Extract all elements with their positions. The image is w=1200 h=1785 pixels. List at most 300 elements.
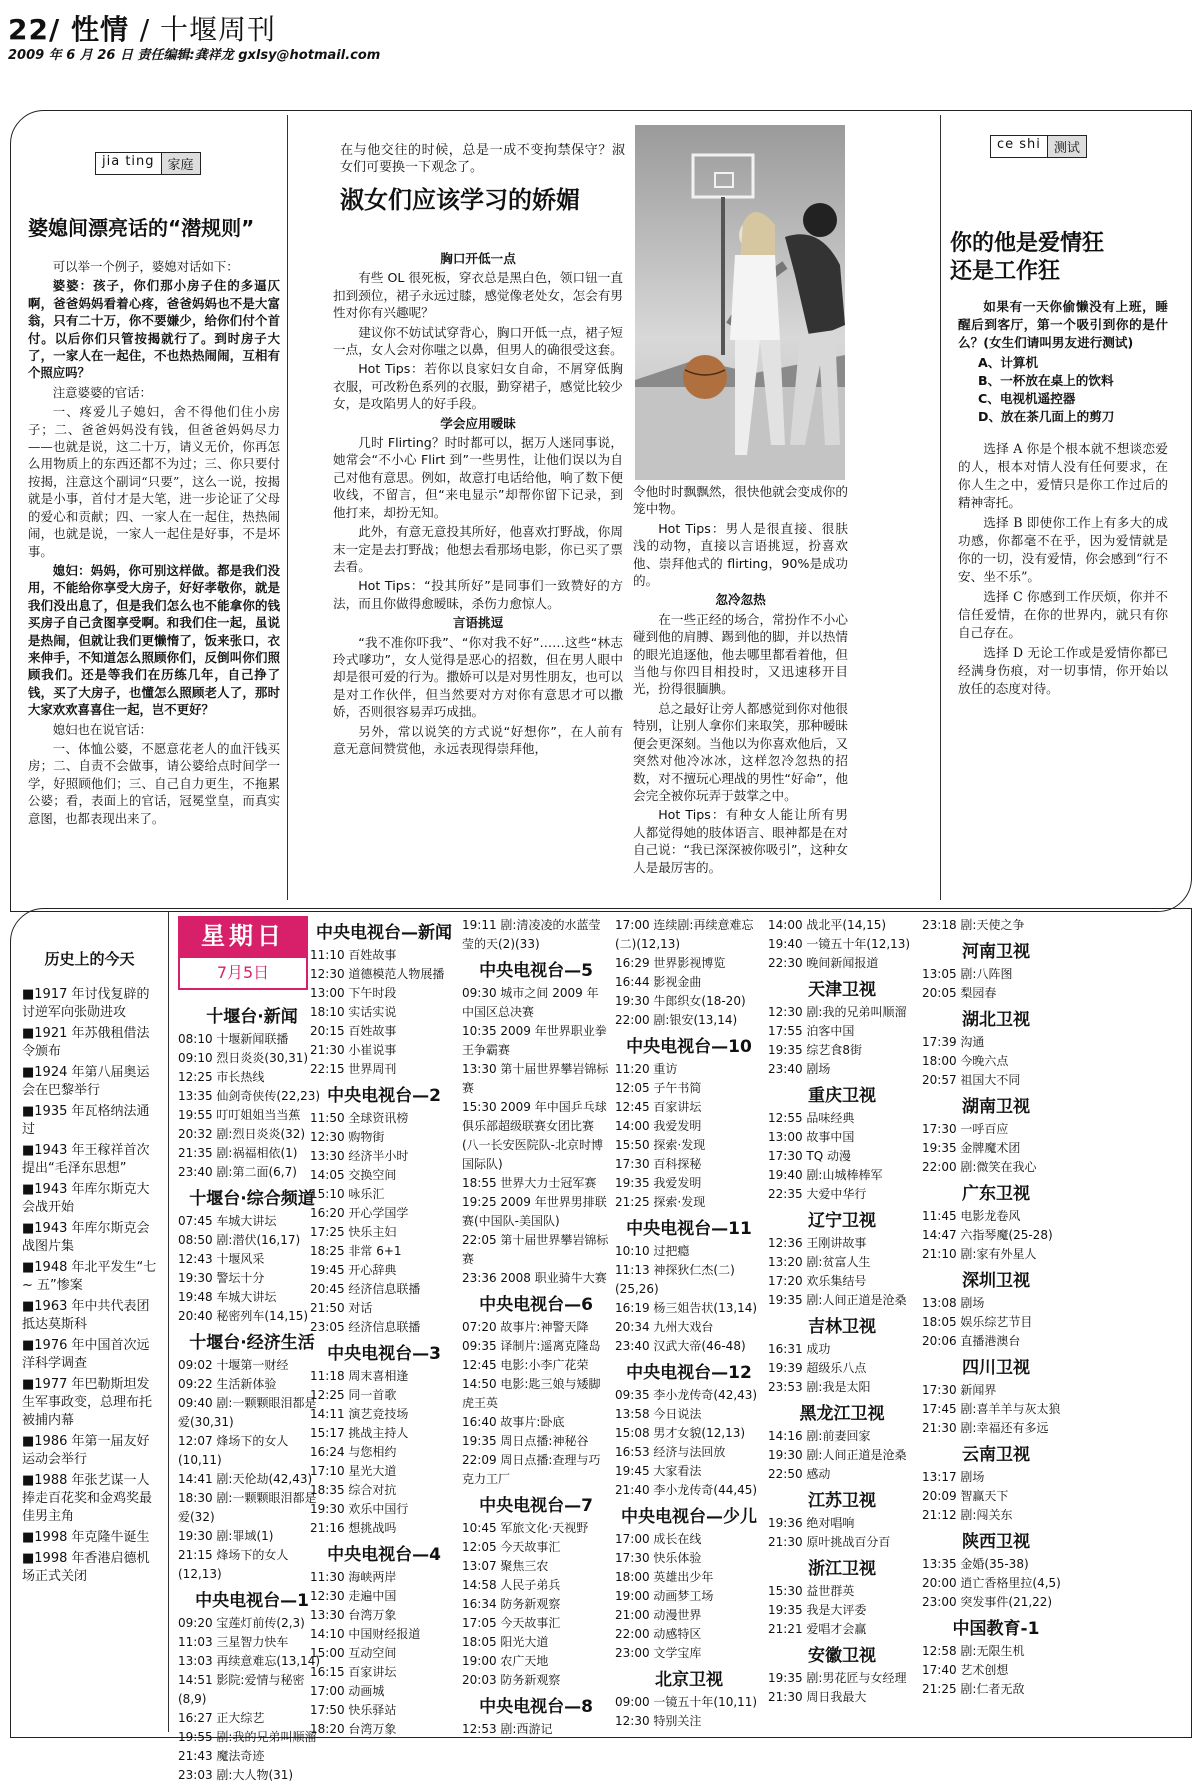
article-paragraph: 媳妇也在说官话：	[52, 721, 152, 737]
program-listing: 21:21 爱唱才会赢	[768, 1622, 867, 1636]
history-item: ■1943 年王稼祥首次提出“毛泽东思想”	[22, 1143, 150, 1176]
program-listing: 22:05 第十届世界攀岩锦标赛	[462, 1233, 609, 1266]
quiz-answer: 选择 B 即使你工作上有多大的成功感，你都毫不在乎，因为爱情就是你的一切，没有爱情，你会感到“行不安、坐不乐”。	[958, 515, 1168, 584]
program-listing: 22:00 剧:微笑在我心	[922, 1160, 1037, 1174]
program-listing: 12:36 王刚讲故事	[768, 1236, 867, 1250]
channel-name: 黑龙江卫视	[799, 1404, 885, 1424]
program-listing: 21:30 周日我最大	[768, 1690, 867, 1704]
program-listing: 16:53 经济与法回放	[615, 1445, 726, 1459]
program-listing: 09:00 一镜五十年(10,11)	[615, 1695, 758, 1709]
section-subheading: 忽冷忽热	[715, 592, 766, 608]
program-listing: 11:45 电影龙卷风	[922, 1209, 1021, 1223]
program-listing: 13:00 故事中国	[768, 1130, 855, 1144]
tag-chinese: 测试	[1047, 135, 1087, 158]
program-listing: 21:25 剧:仁者无敌	[922, 1682, 1025, 1696]
program-listing: 19:55 剧:我的兄弟叫顺溜	[178, 1730, 317, 1744]
program-listing: 17:40 艺术创想	[922, 1663, 1009, 1677]
article-intro: 在与他交往的时候，总是一成不变拘禁保守？淑女们可要换一下观念了。	[340, 143, 625, 175]
channel-name: 十堰台·新闻	[206, 1007, 298, 1027]
program-listing: 18:30 剧:一颗颗眼泪都是爱(32)	[178, 1491, 317, 1524]
program-listing: 19:45 开心辞典	[310, 1263, 397, 1277]
program-listing: 19:30 欢乐中国行	[310, 1502, 409, 1516]
history-item: ■1924 年第八届奥运会在巴黎举行	[22, 1065, 150, 1098]
program-listing: 16:29 世界影视博览	[615, 956, 726, 970]
quiz-answers	[958, 440, 1168, 698]
program-listing: 21:25 探索·发现	[615, 1195, 706, 1209]
channel-name: 中央电视台—11	[626, 1219, 752, 1239]
program-listing: 19:35 我爱发明	[615, 1176, 702, 1190]
program-listing: 16:34 防务新观察	[462, 1597, 561, 1611]
article-paragraph: Hot Tips：“投其所好”是同事们一致赞好的方法，而且你做得愈暧昧，杀伤力愈惊人。	[333, 578, 623, 611]
quiz-answer: 选择 A 你是个根本就不想谈恋爱的人，根本对情人没有任何要求，在你人生之中，爱情只是你工作过后的精神寄托。	[958, 441, 1168, 510]
program-listing: 17:10 星光大道	[310, 1464, 397, 1478]
program-listing: 21:00 动漫世界	[615, 1608, 702, 1622]
program-listing: 12:30 道德模范人物展播	[310, 967, 445, 981]
program-listing: 11:30 海峡两岸	[310, 1570, 397, 1584]
channel-name: 中央电视台—4	[327, 1545, 441, 1565]
photo-illustration	[635, 125, 845, 480]
program-listing: 20:03 防务新观察	[462, 1673, 561, 1687]
program-listing: 13:30 第十届世界攀岩锦标赛	[462, 1062, 609, 1095]
program-listing: 19:00 动画梦工场	[615, 1589, 714, 1603]
program-listing: 19:40 一镜五十年(12,13)	[768, 937, 911, 951]
program-listing: 15:10 咏乐汇	[310, 1187, 385, 1201]
program-listing: 13:30 台湾万象	[310, 1608, 397, 1622]
channel-name: 广东卫视	[962, 1184, 1030, 1204]
program-listing: 20:00 逍亡香格里拉(4,5)	[922, 1576, 1061, 1590]
history-item: ■1976 年中国首次远洋科学调查	[22, 1338, 150, 1371]
paper-name: / 十堰周刊	[139, 13, 277, 46]
channel-name: 中央电视台—2	[327, 1086, 441, 1106]
program-listing: 08:10 十堰新闻联播	[178, 1032, 289, 1046]
history-title: 历史上的今天	[44, 950, 135, 968]
program-listing: 13:35 金婚(35-38)	[922, 1557, 1029, 1571]
program-listing: 22:00 剧:银安(13,14)	[615, 1013, 738, 1027]
channel-name: 十堰台·综合频道	[189, 1189, 315, 1209]
article-paragraph: 婆婆：孩子，你们那小房子住的多逼仄啊，爸爸妈妈看着心疼，爸爸妈妈也不是大富翁，只有二十万，你不要嫌少，给你们付个首付。以后你们只管按揭就行了。到时房子大了，一家人在一起住，不也热热闹闹，互相有个照应吗？	[28, 278, 280, 381]
article-paragraph: Hot Tips：男人是很直接、很肤浅的动物，直接以言语挑逗，扮喜欢他、崇拜他式的 flirting，90%是成功的。	[633, 520, 848, 589]
program-listing: 22:50 感动	[768, 1467, 831, 1481]
program-listing: 17:00 连续剧:再续意难忘(二)(12,13)	[615, 918, 754, 951]
program-listing: 19:30 剧:罪域(1)	[178, 1529, 274, 1543]
program-listing: 23:03 剧:大人物(31)	[178, 1768, 294, 1782]
channel-name: 四川卫视	[962, 1358, 1030, 1378]
program-listing: 09:35 李小龙传奇(42,43)	[615, 1388, 758, 1402]
program-listing: 14:51 影院:爱情与秘密(8,9)	[178, 1673, 305, 1706]
article-paragraph: 总之最好让旁人都感觉到你对他很特别，让别人拿你们来取笑，那种暧昧便会更深刻。当他以为你喜欢他后，又突然对他冷冰冰，这样忽冷忽热的招数，对不擅玩心理战的男性“好命”，他会完全被你玩弄于鼓掌之中。	[633, 700, 848, 803]
program-listing: 10:35 2009 年世界职业拳王争霸赛	[462, 1024, 607, 1057]
program-listing: 14:50 电影:匙三娘与矮脚虎王英	[462, 1377, 601, 1410]
program-listing: 19:35 我是大评委	[768, 1603, 867, 1617]
article-paragraph: 注意婆婆的官话：	[52, 384, 152, 400]
program-listing: 20:34 九州大戏台	[615, 1320, 714, 1334]
program-listing: 21:10 剧:家有外星人	[922, 1247, 1037, 1261]
tv-column	[310, 916, 458, 1739]
program-listing: 18:10 实话实说	[310, 1005, 397, 1019]
program-listing: 20:45 经济信息联播	[310, 1282, 421, 1296]
quiz-option: B、一杯放在桌上的饮料	[978, 373, 1114, 388]
program-listing: 12:05 子午书简	[615, 1081, 702, 1095]
program-listing: 17:30 百科探秘	[615, 1157, 702, 1171]
program-listing: 17:39 沟通	[922, 1035, 985, 1049]
program-listing: 13:07 聚焦三农	[462, 1559, 549, 1573]
program-listing: 20:09 智赢天下	[922, 1489, 1009, 1503]
channel-name: 中国教育-1	[952, 1619, 1040, 1639]
program-listing: 18:20 台湾万象	[310, 1722, 397, 1736]
article-paragraph: 几时 Flirting？时时都可以，据万人迷同事说，她常会“不小心 Flirt 到”一些男性，让他们误以为自己对他有意思。例如，故意打电话给他，响了数下便收线，不留言，但“来电显示”却帮你留下记录，到他打来，却扮无知。	[333, 435, 623, 520]
program-listing: 13:17 剧场	[922, 1470, 985, 1484]
article-paragraph: 可以举一个例子，婆媳对话如下：	[52, 259, 239, 274]
program-listing: 21:30 剧:幸福还有多远	[922, 1421, 1049, 1435]
program-listing: 20:05 梨园春	[922, 986, 997, 1000]
channel-name: 陕西卫视	[962, 1532, 1030, 1552]
program-listing: 12:30 购物街	[310, 1130, 385, 1144]
history-item: ■1943 年库尔斯克大会战开始	[22, 1182, 150, 1215]
program-listing: 23:40 剧:第二面(6,7)	[178, 1165, 297, 1179]
section-subheading: 学会应用暧昧	[440, 415, 516, 431]
tv-weekday: 星期日	[178, 916, 308, 956]
history-item: ■1943 年库尔斯克会战图片集	[22, 1221, 150, 1254]
quiz-body	[958, 298, 1168, 700]
section-subheading: 言语挑逗	[452, 615, 504, 631]
tag-pinyin: ce shi	[990, 135, 1047, 158]
quiz-option: C、电视机遥控器	[978, 391, 1076, 406]
tv-day-box	[178, 916, 308, 996]
quiz-options	[958, 354, 1168, 426]
program-listing: 13:03 再续意难忘(13,14)	[178, 1654, 321, 1668]
program-listing: 14:00 我爱发明	[615, 1119, 702, 1133]
article-paragraph: 建议你不妨试试穿背心，胸口开低一点，裙子短一点，女人会对你嗤之以鼻，但男人的确很受这套。	[333, 324, 623, 358]
section-name: 性情	[70, 13, 129, 46]
channel-name: 辽宁卫视	[808, 1211, 876, 1231]
history-item: ■1998 年克隆牛诞生	[22, 1530, 150, 1545]
channel-name: 湖北卫视	[962, 1010, 1030, 1030]
program-listing: 20:57 祖国大不同	[922, 1073, 1021, 1087]
program-listing: 07:20 故事片:神警天降	[462, 1320, 589, 1334]
channel-name: 云南卫视	[962, 1445, 1030, 1465]
program-listing: 17:30 快乐体验	[615, 1551, 702, 1565]
middle-article-headline: 淑女们应该学习的娇媚	[340, 186, 580, 214]
program-listing: 18:05 阳光大道	[462, 1635, 549, 1649]
tv-date: 7月5日	[178, 956, 308, 990]
tag-pinyin: jia ting	[95, 152, 161, 175]
program-listing: 13:58 今日说法	[615, 1407, 702, 1421]
program-listing: 12:53 剧:西游记	[462, 1722, 553, 1736]
quiz-headline	[950, 230, 1170, 286]
program-listing: 12:43 十堰风采	[178, 1252, 265, 1266]
program-listing: 15:50 探索·发现	[615, 1138, 706, 1152]
article-paragraph: Hot Tips：若你以良家妇女自命，不屑穿低胸衣服，可改粉色系列的衣服，勤穿裙子，感觉比较少女，是攻陷男人的好手段。	[333, 361, 623, 412]
program-listing: 14:41 剧:天伦劫(42,43)	[178, 1472, 313, 1486]
article-paragraph: 媳妇：妈妈，你可别这样做。都是我们没用，不能给你享受大房子，好好孝敬你，就是我们没出息了，但是我们怎么也不能拿你的钱买房子自己贪图享受啊。和我们住一起，虽说是热闹，但就让我们更懒惰了，饭来张口，衣来伸手，不知道怎么照顾你们，反倒叫你们照顾我们。还是等我们在历练几年，自己挣了钱，买了大房子，也懂怎么照顾老人了，那时大家欢欢喜喜住一起，岂不更好？	[28, 562, 280, 718]
program-listing: 16:20 开心学国学	[310, 1206, 409, 1220]
history-item: ■1948 年北平发生“七 ~ 五”惨案	[22, 1260, 157, 1293]
program-listing: 15:30 益世群英	[768, 1584, 855, 1598]
channel-name: 中央电视台—10	[626, 1037, 752, 1057]
program-listing: 09:40 剧:一颗颗眼泪都是爱(30,31)	[178, 1396, 317, 1429]
program-listing: 11:18 周末喜相逢	[310, 1369, 409, 1383]
program-listing: 19:36 绝对唱响	[768, 1516, 855, 1530]
article-paragraph: 令他时时飘飘然，很快他就会变成你的笼中物。	[633, 484, 848, 517]
program-listing: 16:19 杨三姐告状(13,14)	[615, 1301, 758, 1315]
program-listing: 22:15 世界周刊	[310, 1062, 397, 1076]
program-listing: 15:08 男才女貌(12,13)	[615, 1426, 746, 1440]
program-listing: 21:12 剧:闯关东	[922, 1508, 1013, 1522]
program-listing: 14:05 交换空间	[310, 1168, 397, 1182]
channel-name: 中央电视台—8	[479, 1697, 593, 1717]
column-divider	[940, 115, 941, 900]
program-listing: 09:10 烈日炎炎(30,31)	[178, 1051, 309, 1065]
section-tag-family	[95, 152, 201, 175]
program-listing: 12:30 剧:我的兄弟叫顺溜	[768, 1005, 907, 1019]
history-item: ■1988 年张艺谋一人捧走百花奖和金鸡奖最佳男主角	[22, 1473, 153, 1524]
program-listing: 11:13 神探狄仁杰(二)(25,26)	[615, 1263, 735, 1296]
program-listing: 10:45 军旅文化·天视野	[462, 1521, 589, 1535]
channel-name: 中央电视台—6	[479, 1295, 593, 1315]
program-listing: 13:08 剧场	[922, 1296, 985, 1310]
program-listing: 19:30 牛郎织女(18-20)	[615, 994, 746, 1008]
program-listing: 14:11 演艺竞技场	[310, 1407, 409, 1421]
program-listing: 23:40 汉武大帝(46-48)	[615, 1339, 746, 1353]
program-listing: 18:25 非常 6+1	[310, 1244, 402, 1258]
program-listing: 23:36 2008 职业骑牛大赛	[462, 1271, 607, 1285]
program-listing: 12:55 品味经典	[768, 1111, 855, 1125]
history-today	[22, 950, 157, 1589]
program-listing: 11:50 全球资讯榜	[310, 1111, 409, 1125]
history-item: ■1977 年巴勒斯坦发生军事政变，总理布托被捕内幕	[22, 1377, 153, 1428]
program-listing: 08:50 剧:潜伏(16,17)	[178, 1233, 301, 1247]
program-listing: 13:00 下午时段	[310, 986, 397, 1000]
channel-name: 天津卫视	[808, 980, 876, 1000]
article-paragraph: 一、体恤公婆，不愿意花老人的血汗钱买房；二、自责不会做事，请公婆给点时间学一学，好照顾他们；三、自己自力更生，不拖累公婆；看，表面上的官话，冠冕堂皇，而真实意图，也都表现出来了。	[28, 740, 280, 826]
history-item: ■1921 年苏俄租借法令颁布	[22, 1026, 150, 1059]
program-listing: 17:00 成长在线	[615, 1532, 702, 1546]
program-listing: 19:45 大家看法	[615, 1464, 702, 1478]
program-listing: 15:17 挑战主持人	[310, 1426, 409, 1440]
program-listing: 18:00 英雄出少年	[615, 1570, 714, 1584]
program-listing: 14:00 战北平(14,15)	[768, 918, 887, 932]
program-listing: 13:05 剧:八阵图	[922, 967, 1013, 981]
program-listing: 22:35 大爱中华行	[768, 1187, 867, 1201]
program-listing: 18:00 今晚六点	[922, 1054, 1009, 1068]
program-listing: 12:25 市长热线	[178, 1070, 265, 1084]
program-listing: 14:47 六指琴魔(25-28)	[922, 1228, 1053, 1242]
program-listing: 17:45 剧:喜羊羊与灰太狼	[922, 1402, 1061, 1416]
article-paragraph: 另外，常以说笑的方式说“好想你”，在人前有意无意间赞赏他，永远表现得崇拜他，	[333, 723, 623, 756]
tv-column	[615, 916, 763, 1731]
tv-column	[462, 916, 610, 1739]
program-listing: 15:00 互动空间	[310, 1646, 397, 1660]
program-listing: 12:45 电影:小李广花荣	[462, 1358, 589, 1372]
channel-name: 江苏卫视	[808, 1491, 876, 1511]
program-listing: 13:20 剧:贫富人生	[768, 1255, 871, 1269]
program-listing: 21:15 烽场下的女人(12,13)	[178, 1548, 289, 1581]
program-listing: 20:40 秘密列车(14,15)	[178, 1309, 309, 1323]
section-tag-quiz	[990, 135, 1087, 158]
history-item: ■1986 年第一届友好运动会举行	[22, 1434, 150, 1467]
program-listing: 11:03 三星智力快车	[178, 1635, 289, 1649]
program-listing: 12:25 同一首歌	[310, 1388, 397, 1402]
program-listing: 12:58 剧:无限生机	[922, 1644, 1025, 1658]
program-listing: 20:15 百姓故事	[310, 1024, 397, 1038]
channel-name: 重庆卫视	[808, 1086, 876, 1106]
program-listing: 19:40 剧:山城棒棒军	[768, 1168, 883, 1182]
quiz-option: A、计算机	[978, 355, 1039, 370]
left-article-headline: 婆媳间漂亮话的“潜规则”	[28, 216, 255, 240]
tv-column	[922, 916, 1070, 1699]
channel-name: 安徽卫视	[808, 1646, 876, 1666]
program-listing: 19:35 金牌魔术团	[922, 1141, 1021, 1155]
program-listing: 16:44 影视金曲	[615, 975, 702, 989]
program-listing: 21:40 李小龙传奇(44,45)	[615, 1483, 758, 1497]
program-listing: 23:05 经济信息联播	[310, 1320, 421, 1334]
program-listing: 17:30 TQ 动漫	[768, 1149, 851, 1163]
program-listing: 23:00 文学宝库	[615, 1646, 702, 1660]
history-item: ■1935 年瓦格纳法通过	[22, 1104, 150, 1137]
program-listing: 19:55 叮叮姐姐当当蕉	[178, 1108, 301, 1122]
article-paragraph: 有些 OL 很死板，穿衣总是黑白色，领口钮一直扣到颈位，裙子永远过膝，感觉像老处女，怎会有男性对你有兴趣呢？	[333, 270, 623, 321]
channel-name: 深圳卫视	[962, 1271, 1030, 1291]
date-editor-line: 2009 年 6 月 26 日 责任编辑:龚祥龙 gxlsy@hotmail.com	[8, 48, 381, 63]
program-listing: 12:30 特别关注	[615, 1714, 702, 1728]
program-listing: 19:30 警坛十分	[178, 1271, 265, 1285]
program-listing: 23:53 剧:我是太阳	[768, 1380, 871, 1394]
program-listing: 18:35 综合对抗	[310, 1483, 397, 1497]
program-listing: 20:06 直播港澳台	[922, 1334, 1021, 1348]
program-listing: 21:30 小崔说事	[310, 1043, 397, 1057]
program-listing: 14:58 人民子弟兵	[462, 1578, 561, 1592]
quiz-headline-line-1: 你的他是爱情狂	[950, 231, 1105, 256]
program-listing: 19:30 剧:人间正道是沧桑	[768, 1448, 907, 1462]
program-listing: 16:15 百家讲坛	[310, 1665, 397, 1679]
quiz-answer: 选择 C 你感到工作厌烦，你并不信任爱情，在你的世界内，就只有你自己存在。	[958, 589, 1168, 640]
program-listing: 10:10 过把瘾	[615, 1244, 690, 1258]
history-item: ■1998 年香港启德机场正式关闭	[22, 1551, 150, 1584]
program-listing: 23:40 剧场	[768, 1062, 831, 1076]
tag-chinese: 家庭	[161, 152, 201, 175]
program-listing: 21:35 剧:祸福相依(1)	[178, 1146, 298, 1160]
quiz-question: 如果有一天你偷懒没有上班，睡醒后到客厅，第一个吸引到你的是什么？(女生们请叫男友进行测试)	[958, 299, 1168, 350]
program-listing: 17:30 新闻界	[922, 1383, 997, 1397]
column-divider	[287, 115, 288, 900]
program-listing: 12:30 走遍中国	[310, 1589, 397, 1603]
program-listing: 09:35 译制片:遥离克隆岛	[462, 1339, 601, 1353]
program-listing: 12:07 烽场下的女人(10,11)	[178, 1434, 289, 1467]
program-listing: 07:45 车城大讲坛	[178, 1214, 277, 1228]
quiz-headline-line-2: 还是工作狂	[950, 259, 1061, 284]
channel-name: 浙江卫视	[808, 1559, 876, 1579]
program-listing: 20:32 剧:烈日炎炎(32)	[178, 1127, 306, 1141]
history-list	[22, 986, 157, 1586]
left-article-body	[28, 258, 280, 829]
program-listing: 19:35 剧:男花匠与女经理	[768, 1671, 907, 1685]
basketball-couple-photo	[635, 125, 845, 480]
program-listing: 19:48 车城大讲坛	[178, 1290, 277, 1304]
program-listing: 21:50 对话	[310, 1301, 373, 1315]
middle-article-continued	[633, 483, 848, 878]
program-listing: 22:30 晚间新闻报道	[768, 956, 879, 970]
program-listing: 19:00 农广天地	[462, 1654, 549, 1668]
program-listing: 17:00 动画城	[310, 1684, 385, 1698]
quiz-option: D、放在茶几面上的剪刀	[978, 409, 1115, 424]
program-listing: 11:20 重访	[615, 1062, 678, 1076]
program-listing: 17:05 今天故事汇	[462, 1616, 561, 1630]
page-number: 22/	[8, 13, 61, 46]
tv-column	[178, 1000, 326, 1785]
quiz-answer: 选择 D 无论工作或是爱情你都已经满身伤痕，对一切事情，你开始以放任的态度对待。	[958, 645, 1168, 696]
channel-name: 中央电视台—3	[327, 1344, 441, 1364]
channel-name: 中央电视台—1	[195, 1591, 309, 1611]
program-listing: 19:25 2009 年世界男排联赛(中国队-美国队)	[462, 1195, 607, 1228]
article-paragraph: 一、疼爱儿子媳妇，舍不得他们住小房子；二、爸爸妈妈没有钱，但爸爸妈妈尽力——也就是说，这二十万，请义无价，你再怎么用物质上的东西还都不为过；三、你只要付按揭，注意这个副词“只要”，这么一说，按揭就是小事，首付才是大笔，进一步论证了父母的爱心和贡献；四、一家人在一起住，热热闹闹，也就是说，一家人一起住是好事，不是坏事。	[28, 404, 280, 559]
program-listing: 09:02 十堰第一财经	[178, 1358, 289, 1372]
program-listing: 19:11 剧:清凌凌的水蓝莹莹的天(2)(33)	[462, 918, 601, 951]
program-listing: 22:09 周日点播:查理与巧克力工厂	[462, 1453, 601, 1486]
program-listing: 09:22 生活新体验	[178, 1377, 277, 1391]
article-paragraph: 此外，有意无意投其所好，他喜欢打野战，你周末一定是去打野战；他想去看那场电影，你已买了票去看。	[333, 524, 623, 574]
channel-name: 北京卫视	[655, 1670, 723, 1690]
program-listing: 22:00 动感特区	[615, 1627, 702, 1641]
program-listing: 12:45 百家讲坛	[615, 1100, 702, 1114]
history-item: ■1963 年中共代表团抵达莫斯科	[22, 1299, 150, 1332]
program-listing: 14:16 剧:前妻回家	[768, 1429, 871, 1443]
program-listing: 17:25 快乐主妇	[310, 1225, 397, 1239]
channel-name: 十堰台·经济生活	[189, 1333, 315, 1353]
program-listing: 13:30 经济半小时	[310, 1149, 409, 1163]
program-listing: 19:35 剧:人间正道是沧桑	[768, 1293, 907, 1307]
channel-name: 吉林卫视	[808, 1317, 876, 1337]
program-listing: 23:00 突发事件(21,22)	[922, 1595, 1053, 1609]
column-divider	[168, 912, 169, 1732]
channel-name: 河南卫视	[962, 942, 1030, 962]
program-listing: 16:40 故事片:卧底	[462, 1415, 565, 1429]
article-paragraph: “我不准你吓我”、“你对我不好”……这些“林志玲式嗲功”，女人觉得是恶心的招数，但在男人眼中却是很可爱的行为。撒娇可以是对男性朋友，也可以是对工作伙伴，但当然要对方对你有意思才可以撒娇，否则很容易弄巧成拙。	[333, 634, 623, 720]
program-listing: 21:43 魔法奇迹	[178, 1749, 265, 1763]
program-listing: 16:24 与您相约	[310, 1445, 397, 1459]
program-listing: 19:39 超级乐八点	[768, 1361, 867, 1375]
channel-name: 中央电视台—7	[479, 1496, 593, 1516]
channel-name: 中央电视台—12	[626, 1363, 752, 1383]
program-listing: 15:30 2009 年中国乒乓球俱乐部超级联赛女团比赛(八一长安医院队-北京时博国际队)	[462, 1100, 607, 1171]
program-listing: 17:50 快乐驿站	[310, 1703, 397, 1717]
channel-name: 湖南卫视	[962, 1097, 1030, 1117]
channel-name: 中央电视台—新闻	[316, 923, 452, 943]
program-listing: 23:18 剧:天使之争	[922, 918, 1025, 932]
section-subheading: 胸口开低一点	[440, 251, 516, 266]
program-listing: 11:10 百姓故事	[310, 948, 397, 962]
program-listing: 19:35 综艺食8街	[768, 1043, 863, 1057]
program-listing: 16:31 成功	[768, 1342, 831, 1356]
program-listing: 13:35 仙剑奇侠传(22,23)	[178, 1089, 321, 1103]
program-listing: 14:10 中国财经报道	[310, 1627, 421, 1641]
channel-name: 中央电视台—5	[479, 961, 593, 981]
article-paragraph: Hot Tips：有种女人能让所有男人都觉得她的肢体语言、眼神都是在对自己说：“我已深深被你吸引”，这种女人是最厉害的。	[633, 807, 848, 875]
history-item: ■1917 年讨伐复辟的讨逆军向张勋进攻	[22, 987, 150, 1020]
program-listing: 16:27 正大综艺	[178, 1711, 265, 1725]
page-header-title	[8, 8, 276, 48]
program-listing: 17:30 一呼百应	[922, 1122, 1009, 1136]
program-listing: 18:05 娱乐综艺节目	[922, 1315, 1033, 1329]
program-listing: 21:30 原叶挑战百分百	[768, 1535, 891, 1549]
tv-column	[768, 916, 916, 1707]
program-listing: 19:35 周日点播:神秘谷	[462, 1434, 589, 1448]
channel-name: 中央电视台—少儿	[621, 1507, 757, 1527]
program-listing: 21:16 想挑战吗	[310, 1521, 397, 1535]
middle-article-body	[333, 250, 623, 759]
article-paragraph: 在一些正经的场合，常扮作不小心碰到他的肩膊、踢到他的脚，并以热情的眼光追逐他，他去哪里都看着他，但当他与你四目相投时，又迅速移开目光，扮得很腼腆。	[633, 611, 848, 697]
program-listing: 12:05 今天故事汇	[462, 1540, 561, 1554]
program-listing: 18:55 世界大力士冠军赛	[462, 1176, 597, 1190]
